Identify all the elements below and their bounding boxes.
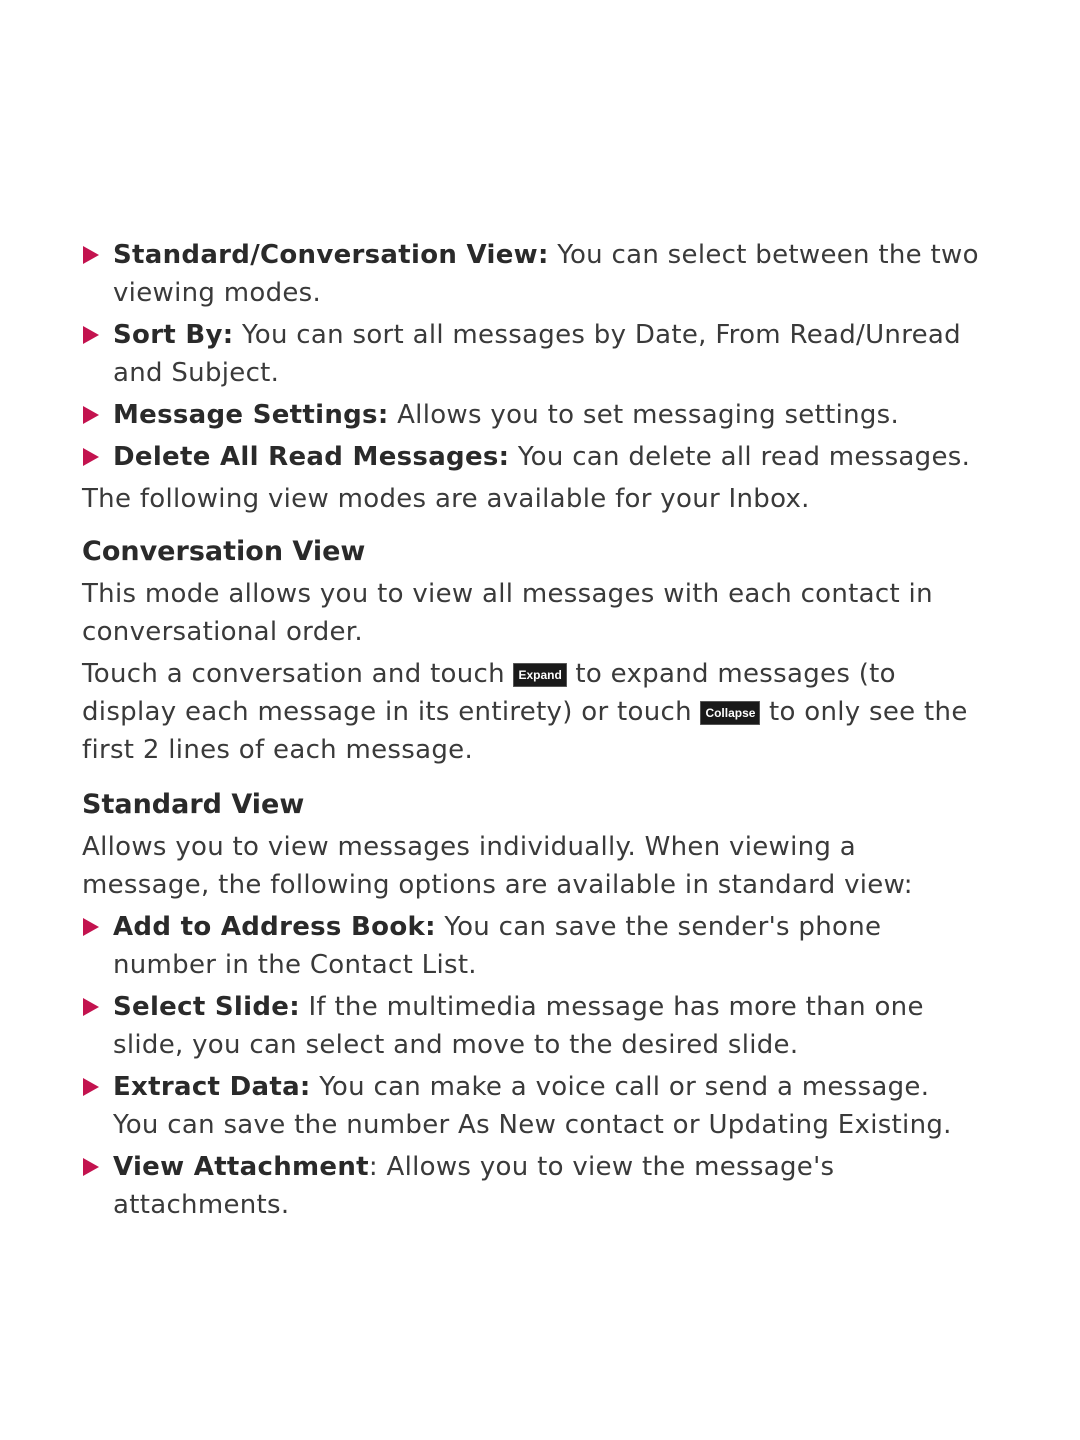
option-description: You can save the sender's phone number in the Contact List. bbox=[113, 912, 882, 980]
bullet-arrow-icon bbox=[83, 326, 99, 344]
option-description: : Allows you to view the message's attachments. bbox=[113, 1152, 835, 1220]
bullet-arrow-icon bbox=[83, 918, 99, 936]
menu-options-list bbox=[82, 236, 982, 476]
option-term: Add to Address Book: bbox=[113, 912, 436, 942]
conversation-view-heading: Conversation View bbox=[82, 536, 366, 567]
bullet-arrow-icon bbox=[83, 448, 99, 466]
option-term: Message Settings: bbox=[113, 400, 389, 430]
option-term: Sort By: bbox=[113, 320, 234, 350]
option-description: If the multimedia message has more than one slide, you can select and move to the desired slide. bbox=[113, 992, 924, 1060]
instruction-text: Touch a conversation and touch bbox=[82, 659, 514, 689]
option-term: Select Slide: bbox=[113, 992, 300, 1022]
list-item bbox=[82, 396, 982, 434]
option-description: Allows you to set messaging settings. bbox=[388, 400, 900, 430]
standard-view-description: Allows you to view messages individually. When viewing a message, the following options are available in standard view: bbox=[82, 832, 913, 900]
expand-button-image: Expand bbox=[513, 663, 566, 687]
collapse-button-image: Collapse bbox=[700, 701, 760, 725]
conversation-view-instructions bbox=[82, 655, 982, 769]
bullet-arrow-icon bbox=[83, 406, 99, 424]
inbox-note: The following view modes are available for your Inbox. bbox=[82, 484, 810, 514]
list-item bbox=[82, 236, 982, 312]
list-item bbox=[82, 908, 982, 984]
bullet-arrow-icon bbox=[83, 998, 99, 1016]
option-description: You can sort all messages by Date, From Read/Unread and Subject. bbox=[113, 320, 961, 388]
list-item bbox=[82, 1148, 982, 1224]
option-description: You can make a voice call or send a message. You can save the number As New contact or Updating Existing. bbox=[113, 1072, 952, 1140]
bullet-arrow-icon bbox=[83, 1078, 99, 1096]
instruction-text: to expand messages (to display each message in its entirety) or touch bbox=[82, 659, 896, 727]
list-item bbox=[82, 988, 982, 1064]
bullet-arrow-icon bbox=[83, 246, 99, 264]
option-term: Delete All Read Messages: bbox=[113, 442, 510, 472]
instruction-text: to only see the first 2 lines of each message. bbox=[82, 697, 968, 765]
list-item bbox=[82, 316, 982, 392]
option-description: You can delete all read messages. bbox=[509, 442, 971, 472]
option-term: View Attachment bbox=[113, 1152, 369, 1182]
list-item bbox=[82, 438, 982, 476]
standard-view-options-list bbox=[82, 908, 982, 1224]
option-description: You can select between the two viewing modes. bbox=[113, 240, 979, 308]
standard-view-heading: Standard View bbox=[82, 789, 305, 820]
option-term: Extract Data: bbox=[113, 1072, 311, 1102]
bullet-arrow-icon bbox=[83, 1158, 99, 1176]
option-term: Standard/Conversation View: bbox=[113, 240, 549, 270]
conversation-view-description: This mode allows you to view all messages with each contact in conversational order. bbox=[82, 579, 933, 647]
list-item bbox=[82, 1068, 982, 1144]
manual-page bbox=[82, 236, 982, 1228]
